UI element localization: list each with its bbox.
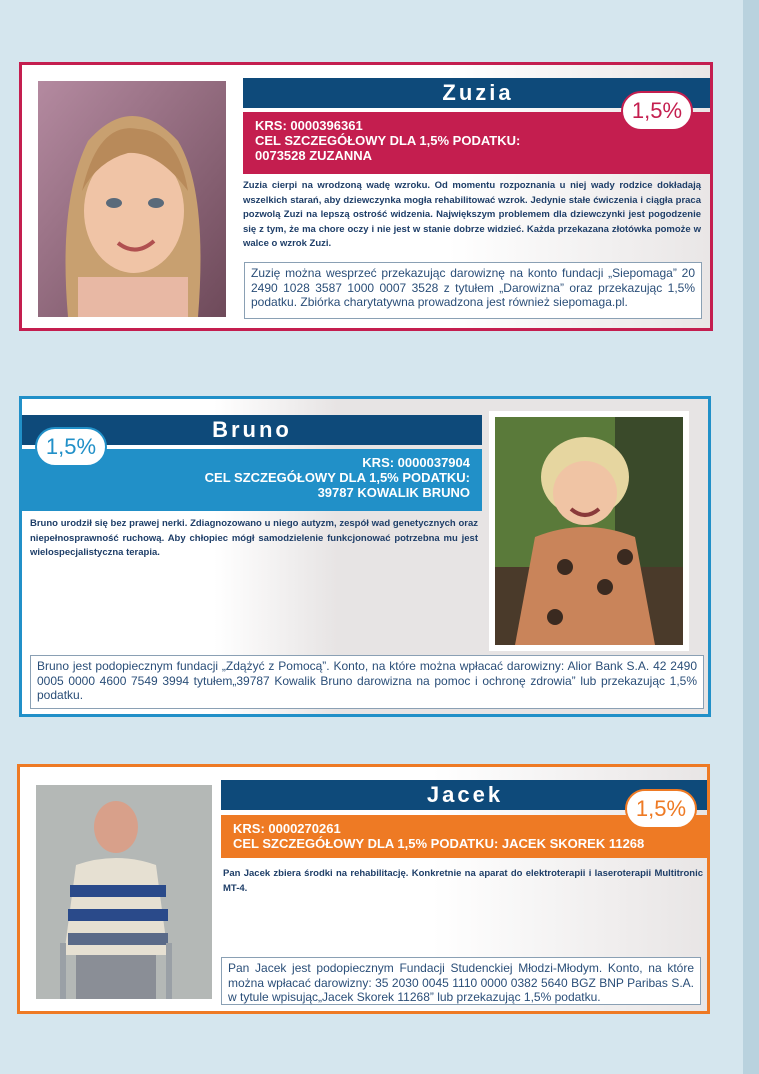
card-jacek [17,764,710,1014]
photo-zuzia [32,75,232,323]
name-bar: Bruno [22,415,482,445]
description: Pan Jacek zbiera środki na rehabilitację. Konkretnie na aparat do elektroterapii i laseroterapii Multitronic MT-4. [223,868,703,894]
card-bruno [19,396,711,717]
donation-note: Zuzię można wesprzeć przekazując darowiznę na konto fundacji „Siepomaga” 20 2490 1028 3587 1000 0007 3528 z tytułem „Darowizna” oraz przekazując 1,5% podatku. Zbiórka charytatywna prowadzona jest również siepomaga.pl. [244,262,702,319]
photo-jacek [30,779,218,1005]
percent-badge: 1,5% [625,789,697,829]
goal-label: CEL SZCZEGÓŁOWY DLA 1,5% PODATKU: [255,133,521,148]
description: Bruno urodził się bez prawej nerki. Zdiagnozowano u niego autyzm, zespół wad genetycznych oraz niepełnosprawność ruchową. Aby chłopiec mógł samodzielenie funkcjonować potrzebna mu jest wielospecjalistyczna terapia. [30,518,478,558]
goal-value: 39787 KOWALIK BRUNO [317,485,470,500]
percent-badge: 1,5% [35,427,107,467]
goal-label: CEL SZCZEGÓŁOWY DLA 1,5% PODATKU: [204,470,470,485]
goal-value: 0073528 ZUZANNA [255,148,373,163]
percent-badge: 1,5% [621,91,693,131]
card-zuzia [19,62,713,331]
photo-bruno [489,411,689,651]
donation-note: Pan Jacek jest podopiecznym Fundacji Studenckiej Młodzi-Młodym. Konto, na które można wpłacać darowizny: 35 2030 0045 1110 0000 0382 5640 BGZ BNP Paribas S.A. w tytule wpisując„Jacek Skorek 11268” lub przekazując 1,5% podatku. [221,957,701,1005]
donation-note: Bruno jest podopiecznym fundacji „Zdążyć z Pomocą”. Konto, na które można wpłacać darowizny: Alior Bank S.A. 42 2490 0005 0000 4600 7549 3994 tytułem„39787 Kowalik Bruno darowizna na pomoc i ochronę zdrowia” lub przekazując 1,5% podatku. [30,655,704,709]
name-bar: Jacek [221,780,709,810]
krs-number: KRS: 0000037904 [362,455,470,470]
name-bar: Zuzia [243,78,713,108]
description: Zuzia cierpi na wrodzoną wadę wzroku. Od momentu rozpoznania u niej wady rodzice dokładają wszelkich starań, aby dziewczynka mogła rehabilitować wzrok. Jedynie stałe ćwiczenia i ciągła praca pozwolą Zuzi na lepszą ostrość widzenia. Największym problemem dla dziewczynki jest pogodzenie się z tym, że ma chore oczy i nie jest w stanie dobrze widzieć. Każda przekazana złotówka pomoże w walce o wzrok Zuzi. [243,180,701,249]
goal-label: CEL SZCZEGÓŁOWY DLA 1,5% PODATKU: JACEK SKOREK 11268 [233,836,645,851]
page-edge-strip [743,0,759,1074]
krs-number: KRS: 0000270261 [233,821,341,836]
krs-number: KRS: 0000396361 [255,118,363,133]
